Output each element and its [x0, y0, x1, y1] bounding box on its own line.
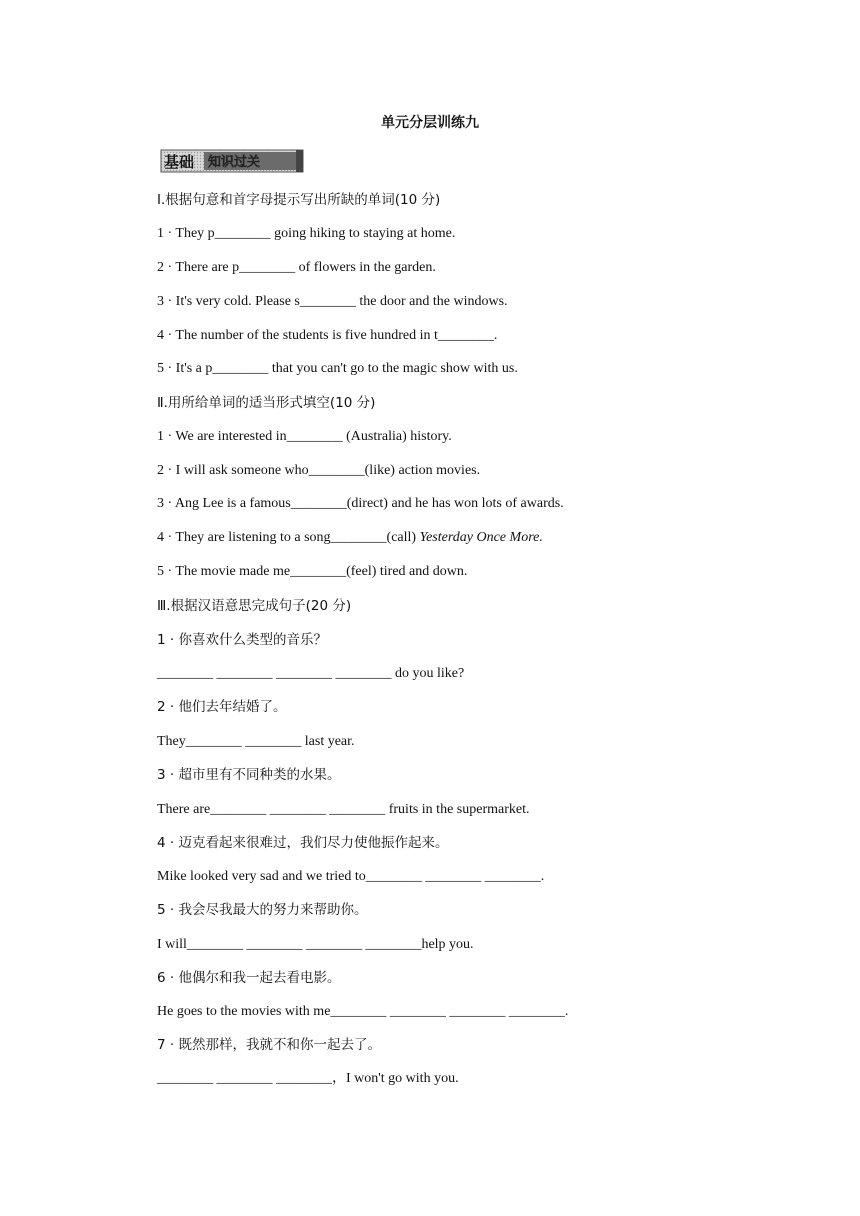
chinese-prompt: 7 · 既然那样，我就不和你一起去了。	[157, 1037, 381, 1053]
question-item: 4 · The number of the students is five hundred in t________.	[157, 328, 498, 343]
answer-line: ________ ________ ________，I won't go with you.	[157, 1071, 459, 1086]
section-heading: Ⅲ.根据汉语意思完成句子(20 分)	[157, 598, 352, 614]
question-item: 3 · Ang Lee is a famous________(direct) and he has won lots of awards.	[157, 496, 564, 511]
section-heading: Ⅰ.根据句意和首字母提示写出所缺的单词(10 分)	[157, 192, 441, 208]
answer-line: They________ ________ last year.	[157, 734, 355, 749]
question-item: 3 · It's very cold. Please s________ the door and the windows.	[157, 294, 508, 309]
question-item: 1 · We are interested in________ (Australia) history.	[157, 429, 452, 444]
page-title: 单元分层训练九	[381, 115, 479, 131]
section-banner	[160, 148, 304, 174]
song-title: Yesterday Once More.	[419, 530, 543, 545]
chinese-prompt: 4 · 迈克看起来很难过，我们尽力使他振作起来。	[157, 835, 449, 851]
answer-line: ________ ________ ________ ________ do you like?	[157, 666, 465, 681]
section-heading: Ⅱ.用所给单词的适当形式填空(10 分)	[157, 395, 376, 411]
question-item: 5 · It's a p________ that you can't go to the magic show with us.	[157, 361, 518, 376]
chinese-prompt: 5 · 我会尽我最大的努力来帮助你。	[157, 902, 368, 918]
answer-line: He goes to the movies with me________ ________ ________ ________.	[157, 1004, 569, 1019]
banner-left-text: 基础	[164, 153, 195, 171]
question-text: 4 · They are listening to a song________(call)	[157, 530, 420, 545]
banner-right-text: 知识过关	[208, 155, 261, 170]
chinese-prompt: 1 · 你喜欢什么类型的音乐？	[157, 632, 327, 648]
question-item	[157, 528, 543, 548]
chinese-prompt: 6 · 他偶尔和我一起去看电影。	[157, 970, 341, 986]
question-item: 2 · I will ask someone who________(like) action movies.	[157, 463, 481, 478]
chinese-prompt: 3 · 超市里有不同种类的水果。	[157, 767, 341, 783]
answer-line: There are________ ________ ________ fruits in the supermarket.	[157, 802, 530, 817]
question-item: 5 · The movie made me________(feel) tired and down.	[157, 564, 468, 579]
answer-line: Mike looked very sad and we tried to________ ________ ________.	[157, 869, 545, 884]
question-item: 1 · They p________ going hiking to staying at home.	[157, 226, 456, 241]
answer-line: I will________ ________ ________ ________help you.	[157, 937, 474, 952]
question-item: 2 · There are p________ of flowers in the garden.	[157, 260, 436, 275]
chinese-prompt: 2 · 他们去年结婚了。	[157, 699, 287, 715]
